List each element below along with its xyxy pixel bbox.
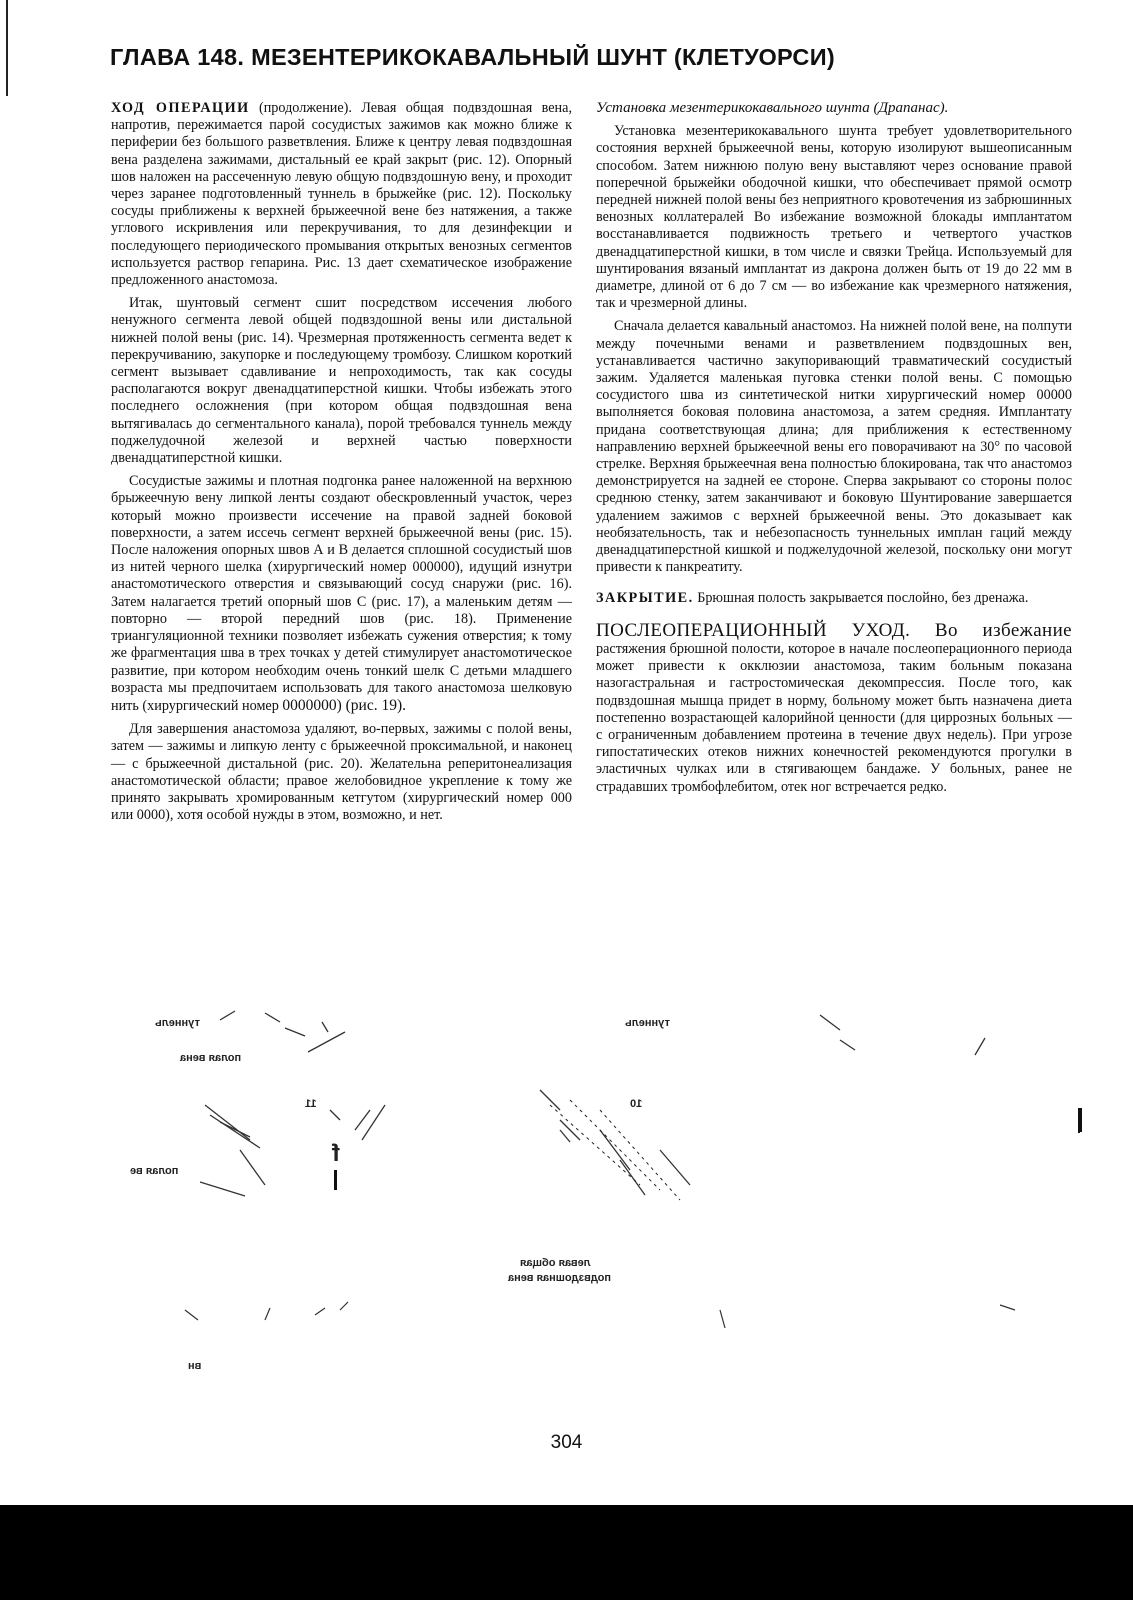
postop-body: растяжения брюшной полости, которое в начале послеоперационного периода может привести к окклюзии анастомоза, таким больным показана назогастральная и гастростомическая декомпрессия. После того, как подвздошная мышца придет в норму, больному может быть назначена диета постепенно возрастающей калорийной ценности (для циррозных больных — с ограниченным добавлением протеина в течение двух недель). При угрозе гипостатических отеков нижних конечностей рекомендуются прогулки в эластичных чулках или в стягивающем бандаже. У больных, ранее не страдавших тромбофлебитом, отек ног встречается редко. — [596, 640, 1072, 795]
figure-sketch — [100, 1010, 1100, 1430]
page-number: 304 — [550, 1432, 583, 1453]
left-paragraph-3-tail: 0000000) (рис. 19). — [282, 696, 407, 714]
right-column — [596, 100, 1072, 802]
left-paragraph-2: Итак, шунтовый сегмент сшит посредством иссечения любого ненужного сегмента левой общей подвздошной вены или дистальной нижней полой вены (рис. 14). Чрезмерная протяженность сегмента ведет к перекручиванию, закупорке и последующему тромбозу. Слишком короткий сегмент вызывает сдавливание и непроходимость, так как сосуды располагаются вокруг двенадцатиперстной кишки. Чтобы избежать этого последнего осложнения (при котором общая подвздошная вена вытягивалась до сегментального канала), порой требовался туннель между поджелудочной железой и верхней частью поверхности двенадцатиперстной кишки. — [111, 295, 572, 467]
left-paragraph-1 — [111, 100, 572, 289]
section-heading-postop: ПОСЛЕОПЕРАЦИОННЫЙ УХОД. — [596, 619, 911, 641]
left-paragraph-4: Для завершения анастомоза удаляют, во-первых, зажимы с полой вены, затем — зажимы и липкую ленту с брыжеечной проксимальной, и наконец — с брыжеечной дистальной (рис. 20). Желательна реперитонеализация анастомотической области; правое желобовидное укрепление к тому же принято закрывать хромированным кетгутом (хирургический номер 000 или 0000), хотя особой нужды в этом, возможно, и нет. — [111, 721, 572, 824]
figure-label-iliac-vein: подвздошная вена — [508, 1272, 612, 1284]
right-subheading: Установка мезентерикокавального шунта (Драпанас). — [596, 100, 949, 116]
margin-mark — [1079, 1108, 1082, 1132]
figure-label-fig-10: 10 — [630, 1098, 643, 1110]
chapter-title: ГЛАВА 148. МЕЗЕНТЕРИКОКАВАЛЬНЫЙ ШУНТ (КЛЕТУОРСИ) — [110, 44, 836, 70]
figure-label-vena-cava-2: полая ве — [130, 1165, 179, 1177]
figure-label-vn: вн — [188, 1360, 202, 1372]
scan-border — [0, 1505, 1133, 1600]
left-margin-rule — [6, 0, 8, 96]
figure-label-left-common: левая общая — [520, 1257, 591, 1269]
left-paragraph-1-body: (продолжение). Левая общая подвздошная вена, напротив, пережимается парой сосудистых зажимов как можно ближе к периферии без большого разветвления. Ближе к центру левая подвздошная вена разделена зажимами, дистальный ее край закрыт (рис. 12). Опорный шов наложен на рассеченную левую общую подвздошную вену, и проходит через заранее подготовленный туннель в брыжейке (рис. 12). Поскольку сосуды приближены к верхней брыжеечной вене без натяжения, а также углового искривления или перекручивания, то для дезинфекции и последующего периодического промывания открытых венозных сегментов используется раствор гепарина. Рис. 13 дает схематическое изображение предложенного анастомоза. — [111, 100, 572, 289]
closure-body: Брюшная полость закрывается послойно, без дренажа. — [693, 590, 1029, 607]
section-heading-closure: ЗАКРЫТИЕ. — [596, 590, 694, 607]
right-paragraph-2: Сначала делается кавальный анастомоз. На нижней полой вене, на полпути между почечными венами и разветвлением подвздошных вен, устанавливается частично закупоривающий травматический сосудистый зажим. Удаляется маленькая пуговка стенки полой вены. С помощью сосудистого шва из синтетической нитки хирургический номер 00000 выполняется боковая половина анастомоза, а затем средняя. Имплантату придана соответствующая длина; для приближения к естественному направлению верхней брыжеечной вены его поворачивают на 30° по часовой стрелке. Верхняя брыжеечная вена полностью блокирована, так что анастомоз демонстрируется на задней ее стороне. Сперва закрывают со стороны полос среднюю стенку, затем заканчивают и боковую Шунтирование завершается удалением зажимов с верхней брыжеечной вены. Это доказывает как необязательность, так и небезопасность туннельных имплан гаций между двенадцатиперстной кишкой и поджелудочной железой, поскольку они могут привести к панкреатиту. — [596, 318, 1072, 576]
right-paragraph-postop — [596, 619, 1072, 796]
right-paragraph-1: Установка мезентерикокавального шунта требует удовлетворительного состояния верхней брыжеечной вены, которую изолируют вышеописанным способом. Затем нижнюю полую вену выставляют через основание правой поперечной брыжейки ободочной кишки, что обеспечивает прямой осмотр передней нижней полой вены без неприятного кровотечения из забрюшинных венозных коллатералей Во избежание возможной блокады имплантатом восстанавливается подвижность третьего и четвертого участков двенадцатиперстной кишки, в том числе и связки Трейца. Используемый для шунтирования вязаный имплантат из дакрона должен быть от 19 до 22 мм в диаметре, длиной от 6 до 7 см — во избежание как чрезмерного натяжения, так и чрезмерной длины. — [596, 123, 1072, 312]
figure-label-tunnel-left: туннель — [155, 1017, 200, 1029]
left-column — [111, 100, 572, 830]
right-paragraph-closure — [596, 590, 1072, 607]
figure-label-fig-11: 11 — [305, 1098, 317, 1110]
section-heading-operation: ХОД ОПЕРАЦИИ — [111, 100, 250, 116]
left-paragraph-3-body: Сосудистые зажимы и плотная подгонка ранее наложенной на верхнюю брыжеечную вену липкой ленты создают обескровленный участок, через который можно произвести иссечение на правой задней боковой поверхности, а затем иссечь сегмент верхней брыжеечной вены (рис. 15). После наложения опорных швов А и В делается сплошной сосудистый шов из нитей черного шелка (хирургический номер 000000), идущий изнутри анастомотического отверстия и связывающий сосуд снаружи (рис. 16). Затем налагается третий опорный шов С (рис. 17), а маленьким детям — повторно — второй передний шов (рис. 18). Применение триангуляционной техники позволяет избежать сужения отверстия; к тому же фрагментация шва в трех точках у детей стимулирует анастомотическое развитие, при котором необходим очень тонкий шелк С детьми младшего возраста мы предпочитаем использовать для такого анастомоза шелковую нить (хирургический номер — [111, 473, 572, 714]
section-heading-postop-tail: Во избежание — [910, 619, 1072, 641]
figure-label-f: f — [332, 1140, 340, 1167]
figure-label-tunnel-right: туннель — [625, 1017, 670, 1029]
left-paragraph-3 — [111, 473, 572, 715]
figure-area — [100, 1010, 1100, 1430]
figure-label-vena-cava: полая вена — [180, 1052, 242, 1064]
